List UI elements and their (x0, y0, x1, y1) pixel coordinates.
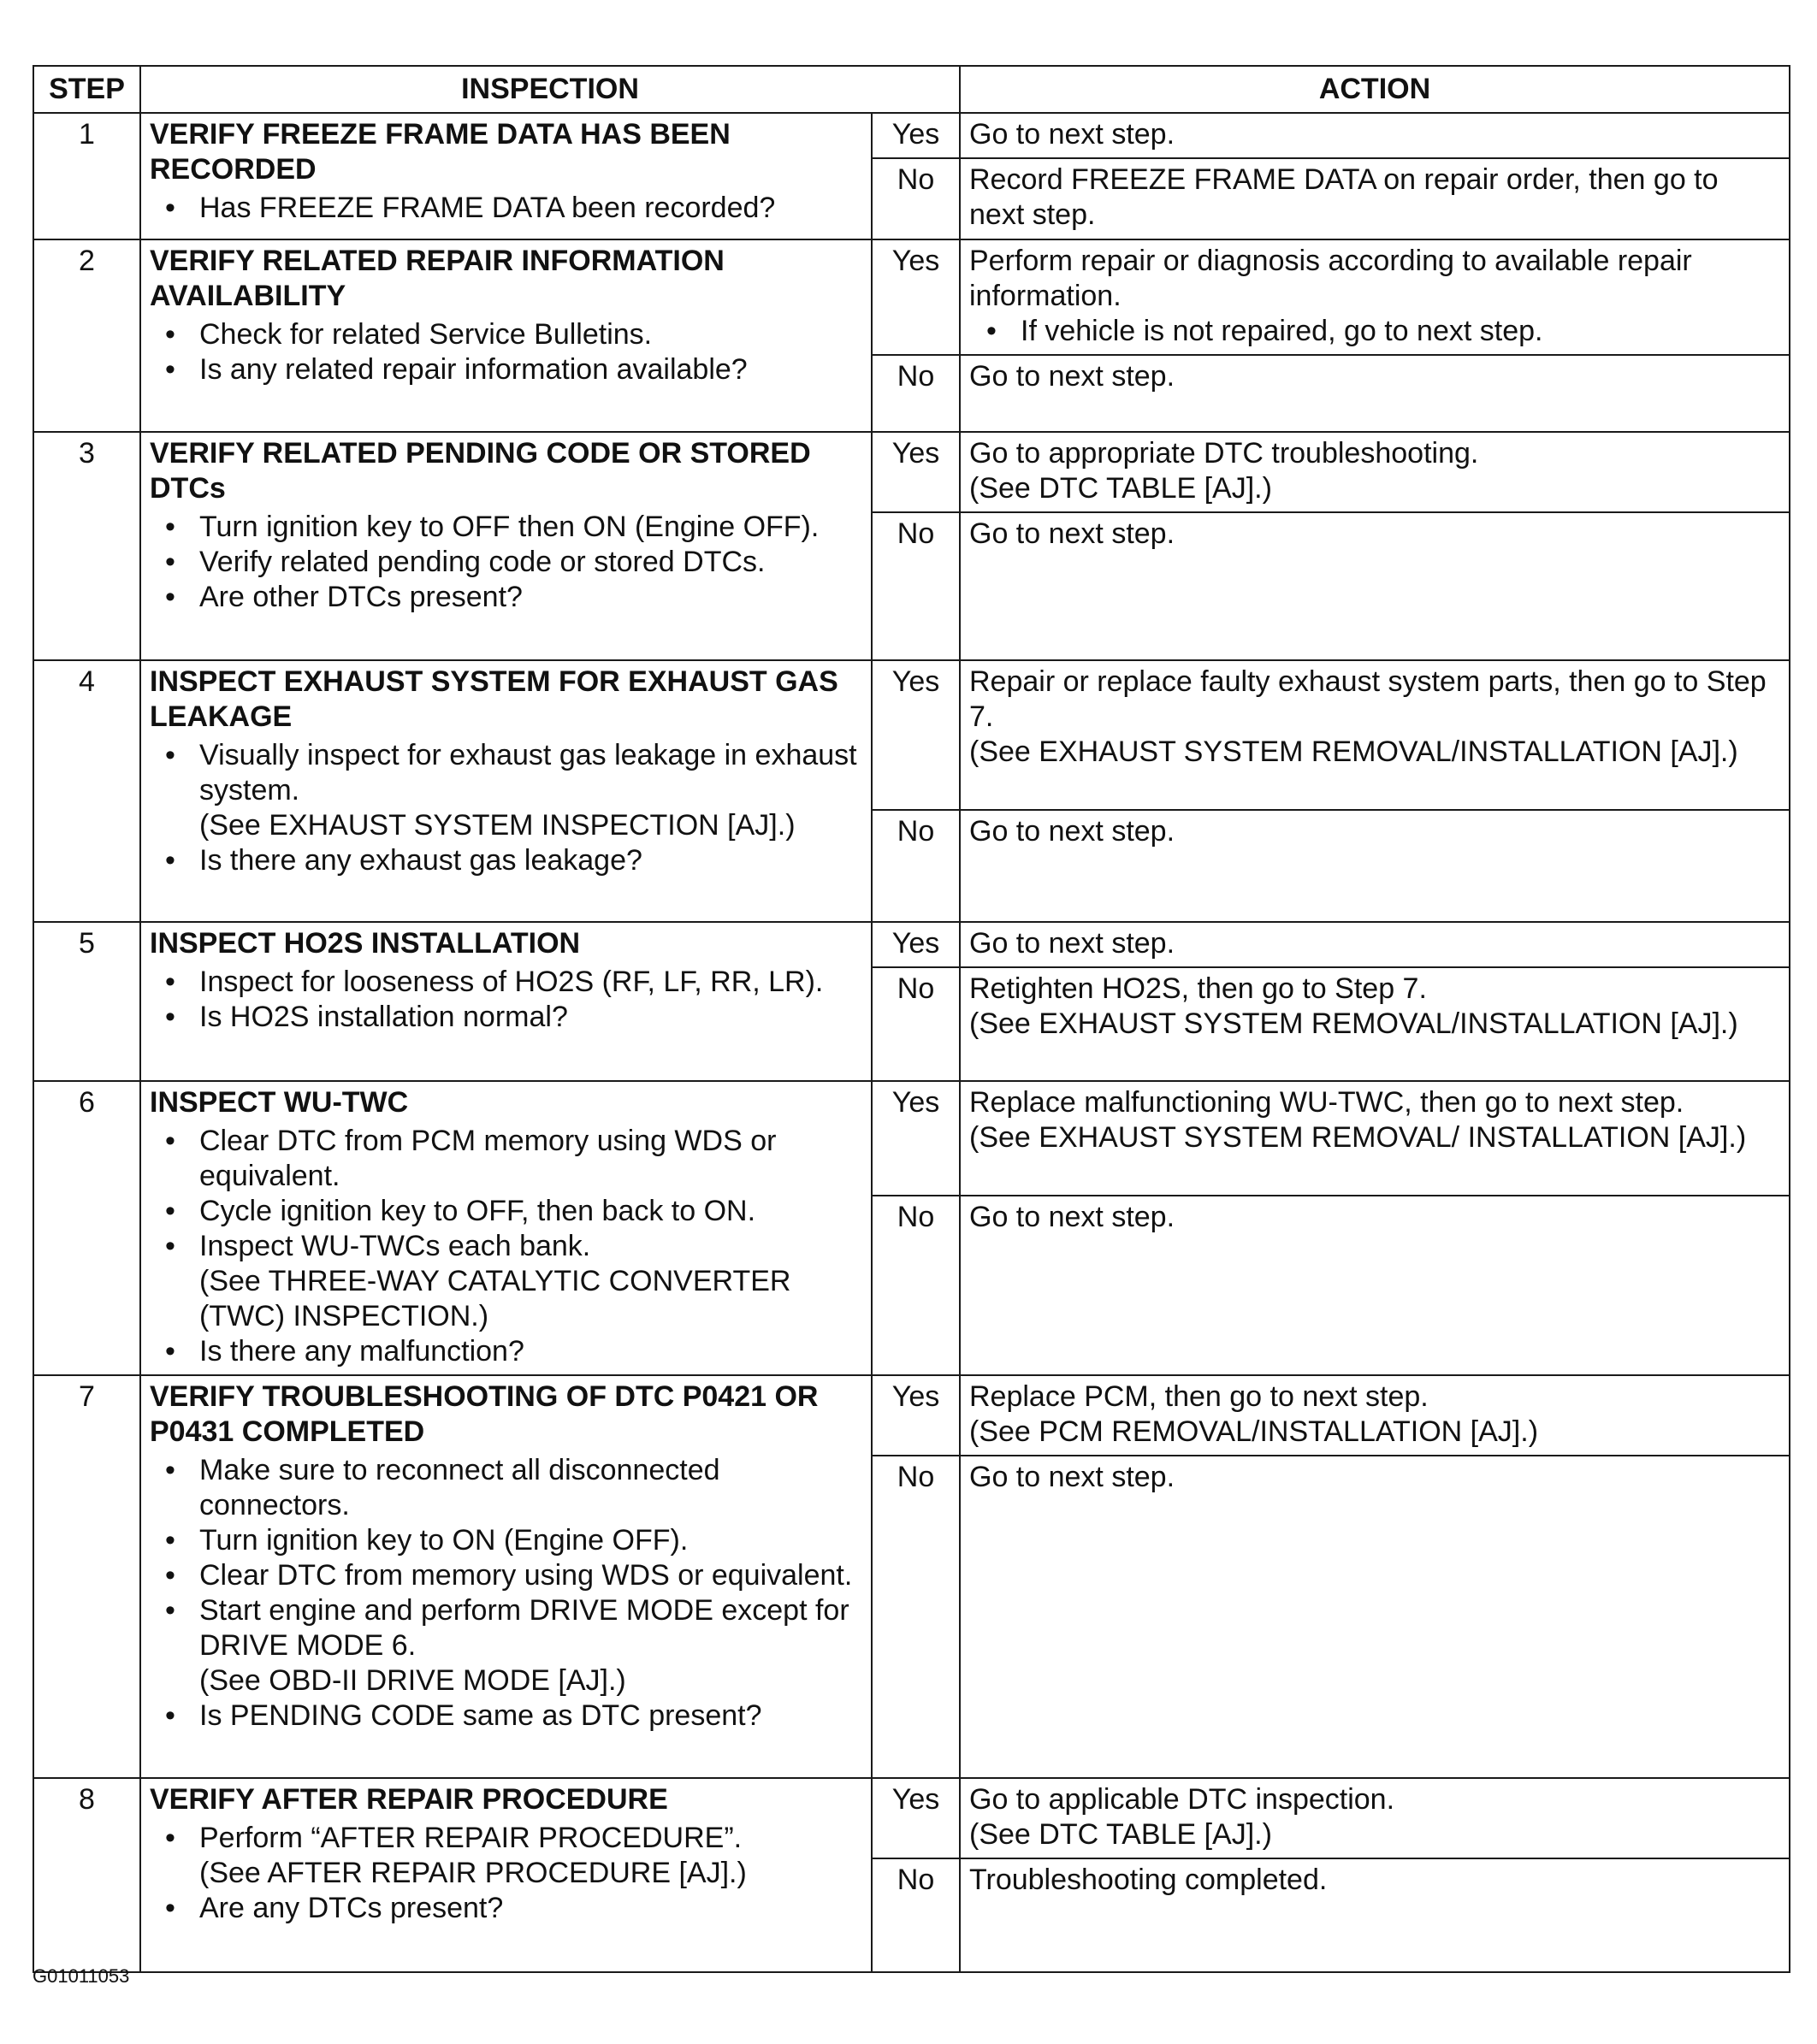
yes-action-line: (See EXHAUST SYSTEM REMOVAL/INSTALLATION [AJ].) (969, 735, 1738, 768)
no-action (960, 1456, 1790, 1778)
step-number: 2 (33, 239, 140, 432)
inspection-title: VERIFY FREEZE FRAME DATA HAS BEEN RECORDED (150, 118, 731, 186)
yes-action (960, 922, 1790, 967)
yes-label: Yes (872, 1778, 960, 1858)
inspection-bullet: • Turn ignition key to ON (Engine OFF). (199, 1523, 862, 1558)
no-action (960, 1196, 1790, 1375)
no-action-line: Record FREEZE FRAME DATA on repair order, then go to next step. (969, 163, 1719, 231)
inspection-title: VERIFY RELATED PENDING CODE OR STORED DTCs (150, 437, 811, 505)
inspection-bullet: • Perform “AFTER REPAIR PROCEDURE”. (See AFTER REPAIR PROCEDURE [AJ].) (199, 1821, 862, 1891)
no-action-line: Go to next step. (969, 1461, 1175, 1493)
no-action-line: Troubleshooting completed. (969, 1864, 1328, 1896)
inspection-cell (140, 922, 872, 1081)
inspection-bullets (150, 1124, 862, 1369)
inspection-bullets (150, 738, 862, 878)
inspection-bullet: • Cycle ignition key to OFF, then back to ON. (199, 1194, 862, 1229)
step-column-header: STEP (33, 66, 140, 113)
troubleshooting-table (33, 65, 1790, 1973)
inspection-bullet: • Is there any exhaust gas leakage? (199, 843, 862, 878)
inspection-bullet: • Are any DTCs present? (199, 1891, 862, 1926)
no-label: No (872, 1456, 960, 1778)
no-label: No (872, 1858, 960, 1972)
inspection-bullet: • Turn ignition key to OFF then ON (Engine OFF). (199, 510, 862, 545)
yes-action-bullets (969, 314, 1780, 349)
yes-action-line: Perform repair or diagnosis according to available repair information. (969, 245, 1692, 312)
step-number: 4 (33, 660, 140, 922)
step-row-yes (33, 1778, 1790, 1858)
yes-label: Yes (872, 660, 960, 810)
no-label: No (872, 158, 960, 239)
yes-action-line: Repair or replace faulty exhaust system parts, then go to Step 7. (969, 665, 1767, 733)
inspection-bullets (150, 965, 862, 1035)
no-action (960, 967, 1790, 1081)
yes-action-line: Go to next step. (969, 927, 1175, 960)
inspection-title: VERIFY TROUBLESHOOTING OF DTC P0421 OR P0431 COMPLETED (150, 1380, 819, 1448)
yes-action-line: Go to appropriate DTC troubleshooting. (969, 437, 1479, 470)
step-number: 7 (33, 1375, 140, 1778)
inspection-bullet: • Check for related Service Bulletins. (199, 317, 862, 352)
step-number: 8 (33, 1778, 140, 1972)
yes-action-line: (See PCM REMOVAL/INSTALLATION [AJ].) (969, 1415, 1539, 1448)
inspection-bullet: • Is any related repair information available? (199, 352, 862, 387)
inspection-bullet: • Has FREEZE FRAME DATA been recorded? (199, 191, 862, 226)
yes-label: Yes (872, 1375, 960, 1456)
inspection-column-header: INSPECTION (140, 66, 960, 113)
troubleshooting-page (33, 65, 1789, 1973)
inspection-bullet: • Visually inspect for exhaust gas leakage in exhaust system. (See EXHAUST SYSTEM INSPECTION [AJ].) (199, 738, 862, 843)
no-action-line: Go to next step. (969, 1201, 1175, 1234)
no-action-line: (See EXHAUST SYSTEM REMOVAL/INSTALLATION [AJ].) (969, 1007, 1738, 1040)
inspection-bullet: • Is HO2S installation normal? (199, 1000, 862, 1035)
inspection-cell (140, 113, 872, 239)
inspection-title: VERIFY AFTER REPAIR PROCEDURE (150, 1783, 668, 1816)
step-row-yes (33, 239, 1790, 355)
no-label: No (872, 967, 960, 1081)
yes-label: Yes (872, 432, 960, 512)
yes-action (960, 1778, 1790, 1858)
yes-action-bullet: • If vehicle is not repaired, go to next step. (1021, 314, 1780, 349)
yes-action (960, 113, 1790, 158)
action-column-header: ACTION (960, 66, 1790, 113)
yes-action (960, 1375, 1790, 1456)
no-action-line: Go to next step. (969, 360, 1175, 393)
inspection-bullet: • Clear DTC from memory using WDS or equivalent. (199, 1558, 862, 1593)
inspection-cell (140, 1375, 872, 1778)
yes-action (960, 1081, 1790, 1196)
figure-id: G01011053 (33, 1965, 130, 1987)
no-action (960, 810, 1790, 922)
inspection-title: INSPECT WU-TWC (150, 1086, 409, 1119)
yes-action-line: Replace PCM, then go to next step. (969, 1380, 1429, 1413)
yes-action-line: (See DTC TABLE [AJ].) (969, 1818, 1272, 1851)
no-action (960, 1858, 1790, 1972)
step-number: 3 (33, 432, 140, 660)
inspection-title: VERIFY RELATED REPAIR INFORMATION AVAILABILITY (150, 245, 725, 312)
inspection-bullet: • Verify related pending code or stored DTCs. (199, 545, 862, 580)
inspection-cell (140, 239, 872, 432)
no-action (960, 355, 1790, 432)
step-number: 6 (33, 1081, 140, 1375)
yes-label: Yes (872, 922, 960, 967)
yes-action-line: Go to applicable DTC inspection. (969, 1783, 1395, 1816)
inspection-bullet: • Inspect for looseness of HO2S (RF, LF, RR, LR). (199, 965, 862, 1000)
no-label: No (872, 355, 960, 432)
yes-action-line: (See EXHAUST SYSTEM REMOVAL/ INSTALLATION [AJ].) (969, 1121, 1747, 1154)
inspection-title: INSPECT EXHAUST SYSTEM FOR EXHAUST GAS LEAKAGE (150, 665, 838, 733)
inspection-bullet: • Is there any malfunction? (199, 1334, 862, 1369)
no-action (960, 512, 1790, 660)
inspection-bullet: • Start engine and perform DRIVE MODE except for DRIVE MODE 6. (See OBD-II DRIVE MODE [AJ].) (199, 1593, 862, 1698)
no-label: No (872, 810, 960, 922)
inspection-cell (140, 432, 872, 660)
yes-action (960, 432, 1790, 512)
inspection-bullet: • Is PENDING CODE same as DTC present? (199, 1698, 862, 1734)
yes-action (960, 660, 1790, 810)
step-row-yes (33, 1375, 1790, 1456)
header-row (33, 66, 1790, 113)
no-action-line: Go to next step. (969, 815, 1175, 848)
inspection-title: INSPECT HO2S INSTALLATION (150, 927, 581, 960)
step-number: 5 (33, 922, 140, 1081)
yes-action-line: (See DTC TABLE [AJ].) (969, 472, 1272, 505)
no-action (960, 158, 1790, 239)
yes-label: Yes (872, 1081, 960, 1196)
inspection-bullets (150, 317, 862, 387)
inspection-bullets (150, 1821, 862, 1926)
step-row-yes (33, 660, 1790, 810)
yes-action-line: Go to next step. (969, 118, 1175, 151)
step-number: 1 (33, 113, 140, 239)
inspection-bullet: • Make sure to reconnect all disconnected connectors. (199, 1453, 862, 1523)
step-row-yes (33, 432, 1790, 512)
inspection-bullets (150, 510, 862, 615)
no-label: No (872, 1196, 960, 1375)
inspection-cell (140, 660, 872, 922)
step-row-yes (33, 1081, 1790, 1196)
step-row-yes (33, 922, 1790, 967)
yes-label: Yes (872, 239, 960, 355)
yes-action-line: Replace malfunctioning WU-TWC, then go to next step. (969, 1086, 1684, 1119)
inspection-bullet: • Inspect WU-TWCs each bank. (See THREE-WAY CATALYTIC CONVERTER (TWC) INSPECTION.) (199, 1229, 862, 1334)
no-action-line: Retighten HO2S, then go to Step 7. (969, 972, 1427, 1005)
table-body (33, 113, 1790, 1972)
inspection-bullets (150, 191, 862, 226)
inspection-cell (140, 1081, 872, 1375)
inspection-bullets (150, 1453, 862, 1734)
inspection-bullet: • Clear DTC from PCM memory using WDS or equivalent. (199, 1124, 862, 1194)
yes-action (960, 239, 1790, 355)
inspection-cell (140, 1778, 872, 1972)
no-label: No (872, 512, 960, 660)
step-row-yes (33, 113, 1790, 158)
inspection-bullet: • Are other DTCs present? (199, 580, 862, 615)
no-action-line: Go to next step. (969, 517, 1175, 550)
yes-label: Yes (872, 113, 960, 158)
